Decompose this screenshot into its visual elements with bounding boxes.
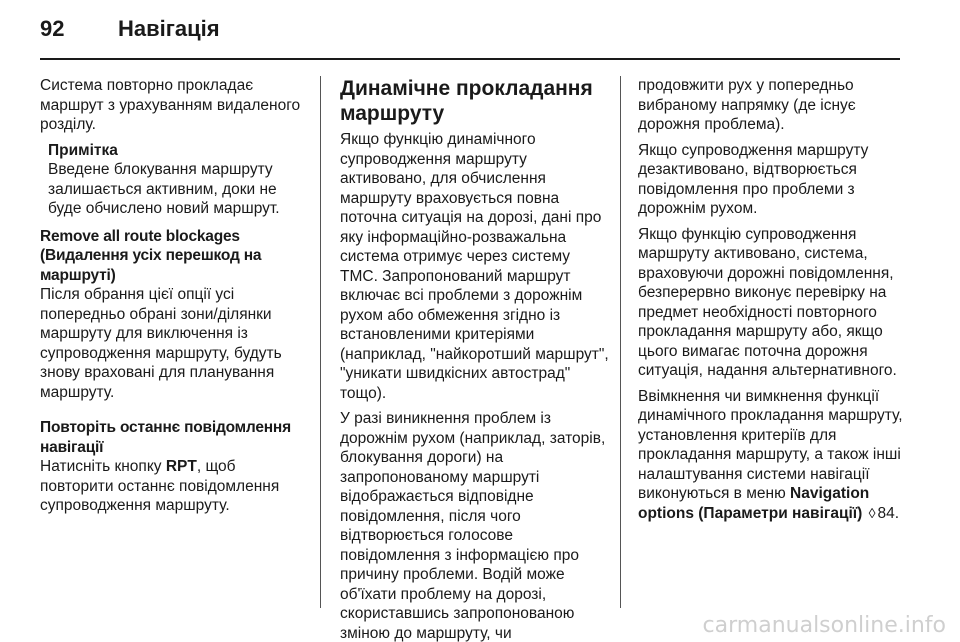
column-divider-right (620, 76, 621, 608)
note-title: Примітка (48, 141, 118, 159)
page-ref: 84. (877, 504, 900, 522)
note-text: Введене блокування маршруту залишається активним, доки не буде обчислено новий маршрут. (48, 161, 280, 217)
right-para-2: Якщо супроводження маршруту дезактивовано, відтворюється повідомлення про проблеми з дорожнім рухом. (638, 141, 869, 217)
repeat-text-after: , щоб повторити останнє повідомлення супроводження маршруту. (40, 458, 280, 514)
column-left (40, 76, 302, 532)
column-right (638, 76, 908, 529)
column-divider-left (320, 76, 321, 608)
dynamic-routing-heading: Динамічне прокладання маршруту (340, 77, 593, 125)
remove-blockages-text: Після обрання цієї опції усі попередньо обрані зони/ділянки маршруту для виключення із супроводження маршруту, будуть знову враховані для планування маршруту. (40, 286, 282, 401)
navigation-options-ref: Navigation options (Параметри навігації) (638, 485, 870, 522)
page-header (40, 16, 220, 56)
repeat-text-before: Натисніть кнопку (40, 458, 166, 475)
remove-blockages-block (40, 227, 302, 403)
remove-blockages-heading: Remove all route blockages (Видалення усіх перешкод на маршруті) (40, 227, 262, 284)
dynamic-routing-para-1: Якщо функцію динамічного супроводження маршруту активовано, для обчислення маршруту враховується повна поточна ситуація на дорозі, дані про яку інформаційно-розважальна система отримує через систему TMC. Запропонований маршрут включає всі проблеми з дорожнім рухом або обмеження згідно із встановленими критеріями (наприклад, "найкоротший маршрут", "уникати швидкісних автострад" тощо). (340, 131, 609, 402)
intro-paragraph: Система повторно прокладає маршрут з урахуванням видаленого розділу. (40, 77, 301, 133)
header-rule (40, 58, 900, 60)
repeat-message-block (40, 418, 302, 516)
column-middle (340, 76, 610, 642)
repeat-message-text (40, 457, 302, 516)
right-para-4 (638, 387, 908, 524)
section-title: Навігація (118, 16, 220, 41)
page-number: 92 (40, 16, 65, 41)
right-para-4-text: Ввімкнення чи вимкнення функції динамічного прокладання маршруту, установлення критеріїв для прокладання маршруту, а також інші налаштування системи навігації виконуються в меню (638, 387, 903, 502)
page-ref-arrow-icon: ◊ (868, 504, 876, 521)
repeat-message-heading: Повторіть останнє повідомлення навігації (40, 419, 291, 456)
note-block (40, 141, 302, 219)
right-para-1: продовжити рух у попередньо вибраному напрямку (де існує дорожня проблема). (638, 77, 856, 133)
right-para-3: Якщо функцію супроводження маршруту активовано, система, враховуючи дорожні повідомлення, безперервно виконує перевірку на предмет необхідності повторного прокладання маршруту або, якщо цього вимагає поточна дорожня ситуація, надання альтернативного. (638, 225, 897, 379)
dynamic-routing-para-2: У разі виникнення проблем із дорожнім рухом (наприклад, заторів, блокування дороги) на запропонованому маршруті відображається відповідне повідомлення, після чого відтворюється голосове повідомлення з інформацією про причину проблеми. Водій може об'їхати проблему на дорозі, скориставшись запропонованою зміною до маршруту, чи (340, 410, 606, 642)
rpt-button-label: RPT (165, 458, 197, 475)
watermark: carmanualsonline.info (702, 613, 946, 638)
